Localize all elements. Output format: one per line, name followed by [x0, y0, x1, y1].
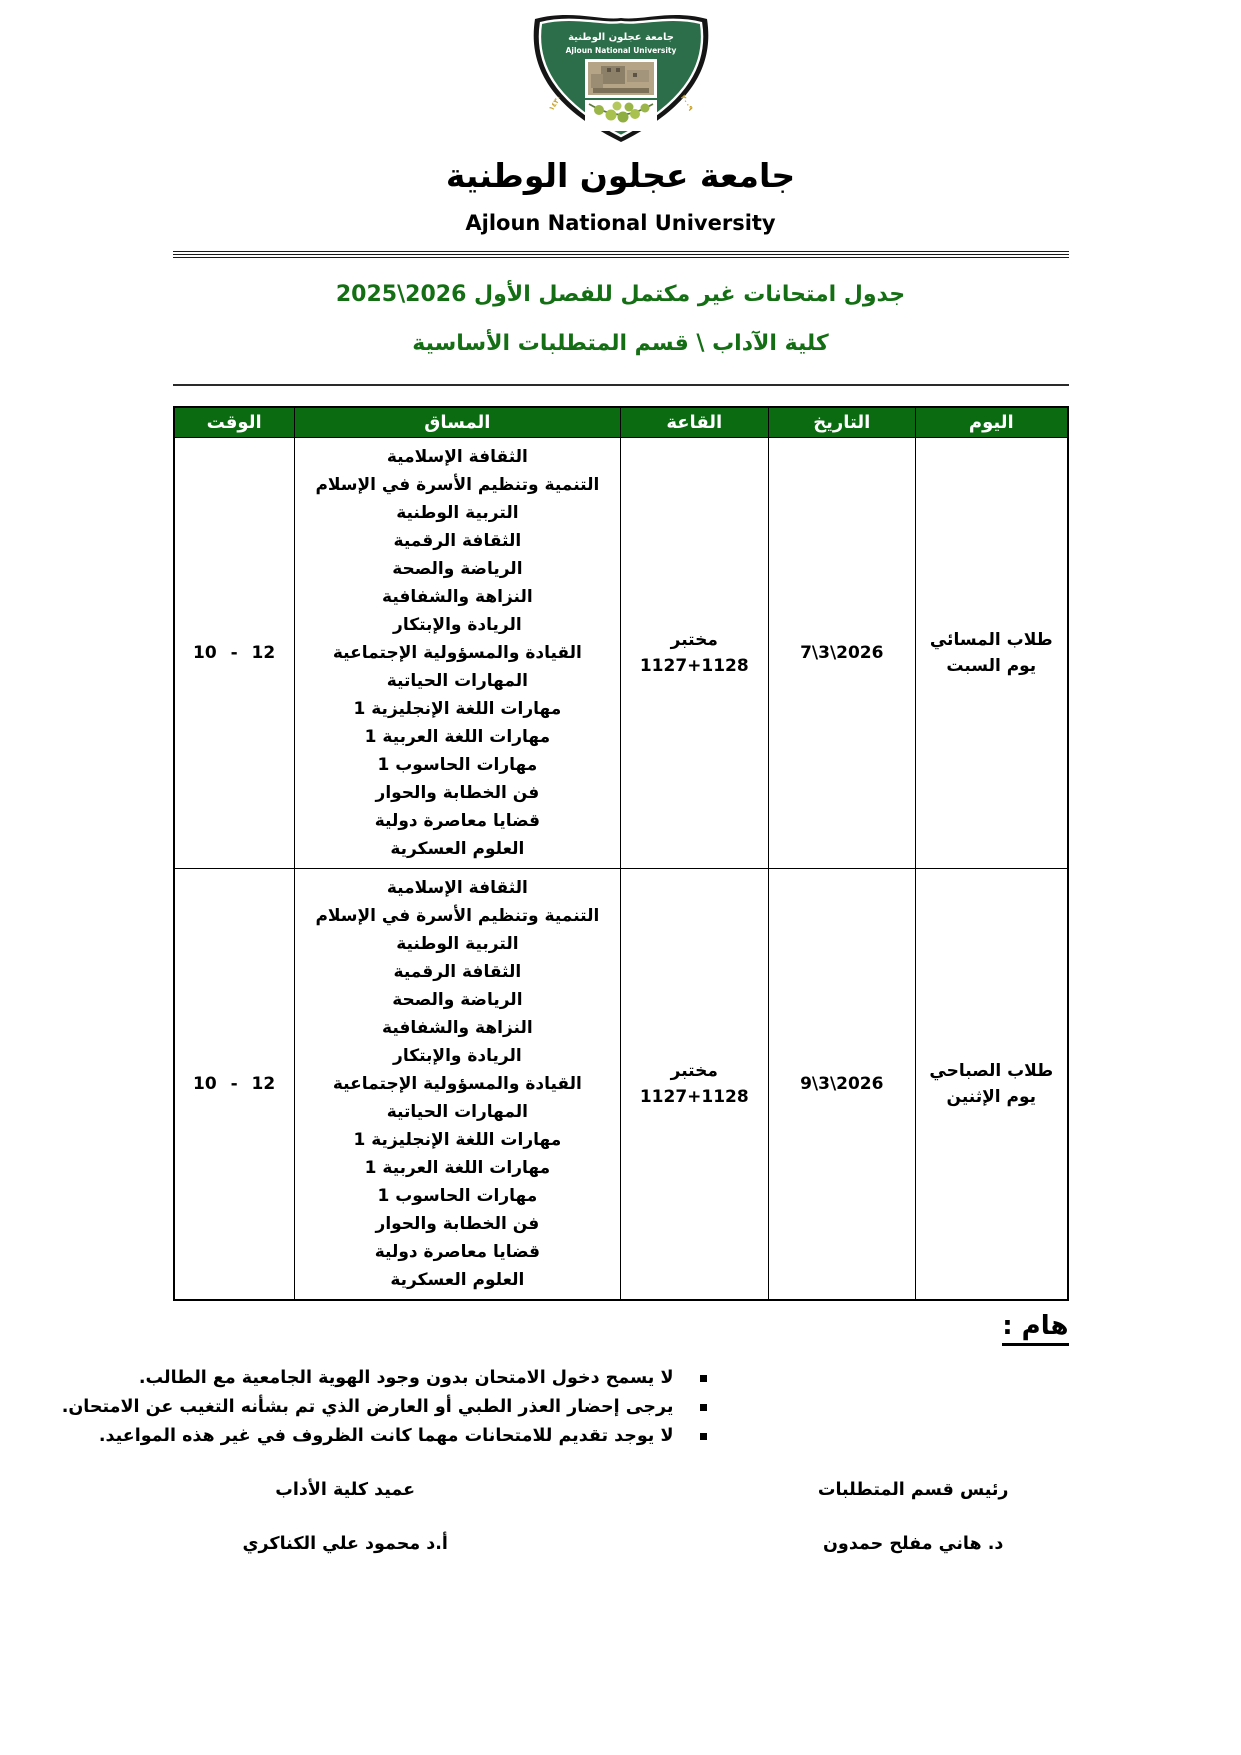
course-item: مهارات اللغة العربية 1: [364, 1158, 551, 1178]
logo-year-left: ١٤٣٠: [546, 93, 563, 113]
course-item: التربية الوطنية: [396, 934, 519, 954]
signature-title: عميد كلية الأداب: [275, 1480, 416, 1500]
bullet-square-icon: [700, 1433, 707, 1440]
time-cell: [174, 438, 295, 869]
list-item: [61, 1397, 709, 1417]
course-item: مهارات اللغة العربية 1: [364, 727, 551, 747]
course-list-cell: [294, 869, 620, 1301]
olive-branch-icon: [585, 100, 657, 131]
room-cell: [621, 869, 769, 1301]
course-item: الثقافة الإسلامية: [386, 878, 528, 898]
course-item: الثقافة الرقمية: [393, 531, 522, 551]
course-item: العلوم العسكرية: [390, 1270, 525, 1290]
department-title: كلية الآداب \ قسم المتطلبات الأساسية: [412, 331, 829, 356]
day-group: طلاب المسائي: [929, 630, 1053, 650]
room-numbers: 1127+1128: [639, 1087, 749, 1107]
time-cell: [174, 869, 295, 1301]
course-item: الريادة والإبتكار: [393, 615, 522, 635]
exam-schedule-table: [173, 406, 1069, 1301]
university-name-english: Ajloun National University: [465, 211, 776, 235]
university-logo: [173, 0, 1069, 146]
column-header-time: الوقت: [174, 407, 295, 438]
course-item: التنمية وتنظيم الأسرة في الإسلام: [315, 906, 600, 926]
date-cell: [768, 438, 916, 869]
exam-time: 10 - 12: [193, 1074, 276, 1094]
list-item: [98, 1426, 709, 1446]
course-item: مهارات الحاسوب 1: [377, 755, 538, 775]
signature-department-head: [818, 1480, 1009, 1554]
table-row: [174, 869, 1068, 1301]
day-cell: [916, 869, 1068, 1301]
double-divider: [173, 251, 1069, 258]
logo-arabic-name: جامعة عجلون الوطنية: [567, 32, 674, 43]
course-item: الرياضة والصحة: [392, 990, 523, 1010]
column-header-day: اليوم: [916, 407, 1068, 438]
note-text: لا يوجد تقديم للامتحانات مهما كانت الظروف في غير هذه المواعيد.: [98, 1426, 674, 1446]
column-header-course: المساق: [294, 407, 620, 438]
column-header-room: القاعة: [621, 407, 769, 438]
column-header-date: التاريخ: [768, 407, 916, 438]
bullet-square-icon: [700, 1375, 707, 1382]
exam-time: 10 - 12: [193, 643, 276, 663]
date-cell: [768, 869, 916, 1301]
day-name: يوم السبت: [946, 656, 1037, 676]
course-item: التربية الوطنية: [396, 503, 519, 523]
important-heading: [173, 1311, 1069, 1346]
important-heading-text: هام :: [1002, 1311, 1068, 1346]
course-item: قضايا معاصرة دولية: [374, 1242, 541, 1262]
exam-date: 7\3\2026: [800, 643, 884, 663]
room-type: مختبر: [670, 630, 718, 650]
important-notes-list: [61, 1368, 709, 1446]
day-cell: [916, 438, 1068, 869]
course-list-cell: [294, 438, 620, 869]
logo-english-name: Ajloun National University: [565, 46, 676, 55]
bullet-square-icon: [700, 1404, 707, 1411]
list-item: [138, 1368, 709, 1388]
course-item: العلوم العسكرية: [390, 839, 525, 859]
course-item: الرياضة والصحة: [392, 559, 523, 579]
course-item: فن الخطابة والحوار: [375, 783, 540, 803]
course-item: النزاهة والشفافية: [382, 1018, 533, 1038]
course-list: [297, 874, 618, 1294]
course-item: قضايا معاصرة دولية: [374, 811, 541, 831]
signature-name: أ.د محمود علي الكناكري: [242, 1534, 448, 1554]
document-page: [61, 0, 1069, 1554]
course-item: مهارات اللغة الإنجليزية 1: [353, 1130, 562, 1150]
divider-line: [173, 384, 1069, 386]
table-header-row: [174, 407, 1068, 438]
castle-image: [585, 59, 657, 98]
course-item: الريادة والإبتكار: [393, 1046, 522, 1066]
course-item: القيادة والمسؤولية الإجتماعية: [332, 1074, 582, 1094]
logo-year-right: ٢٠٠٩: [678, 93, 695, 113]
schedule-title: [173, 282, 1069, 307]
day-name: يوم الإثنين: [946, 1087, 1036, 1107]
course-item: مهارات الحاسوب 1: [377, 1186, 538, 1206]
signature-name: د. هاني مفلح حمدون: [823, 1534, 1004, 1554]
room-cell: [621, 438, 769, 869]
signature-title: رئيس قسم المتطلبات: [817, 1480, 1009, 1500]
course-item: القيادة والمسؤولية الإجتماعية: [332, 643, 582, 663]
academic-year: 2025\2026: [335, 282, 467, 307]
schedule-title-text: جدول امتحانات غير مكتمل للفصل الأول: [474, 282, 906, 307]
note-text: يرجى إحضار العذر الطبي أو العارض الذي تم بشأنه التغيب عن الامتحان.: [61, 1397, 674, 1417]
signatures-section: [173, 1480, 1069, 1554]
note-text: لا يسمح دخول الامتحان بدون وجود الهوية الجامعية مع الطالب.: [138, 1368, 674, 1388]
shield-logo-icon: [523, 8, 719, 146]
course-item: المهارات الحياتية: [386, 671, 528, 691]
course-item: النزاهة والشفافية: [382, 587, 533, 607]
table-row: [174, 438, 1068, 869]
course-item: الثقافة الرقمية: [393, 962, 522, 982]
room-type: مختبر: [670, 1061, 718, 1081]
day-group: طلاب الصباحي: [929, 1061, 1054, 1081]
room-numbers: 1127+1128: [639, 656, 749, 676]
course-item: التنمية وتنظيم الأسرة في الإسلام: [315, 475, 600, 495]
course-item: الثقافة الإسلامية: [386, 447, 528, 467]
university-name-arabic: جامعة عجلون الوطنية: [445, 156, 796, 195]
course-item: مهارات اللغة الإنجليزية 1: [353, 699, 562, 719]
course-list: [297, 443, 618, 863]
exam-date: 9\3\2026: [800, 1074, 884, 1094]
signature-dean: [243, 1480, 448, 1554]
course-item: المهارات الحياتية: [386, 1102, 528, 1122]
course-item: فن الخطابة والحوار: [375, 1214, 540, 1234]
